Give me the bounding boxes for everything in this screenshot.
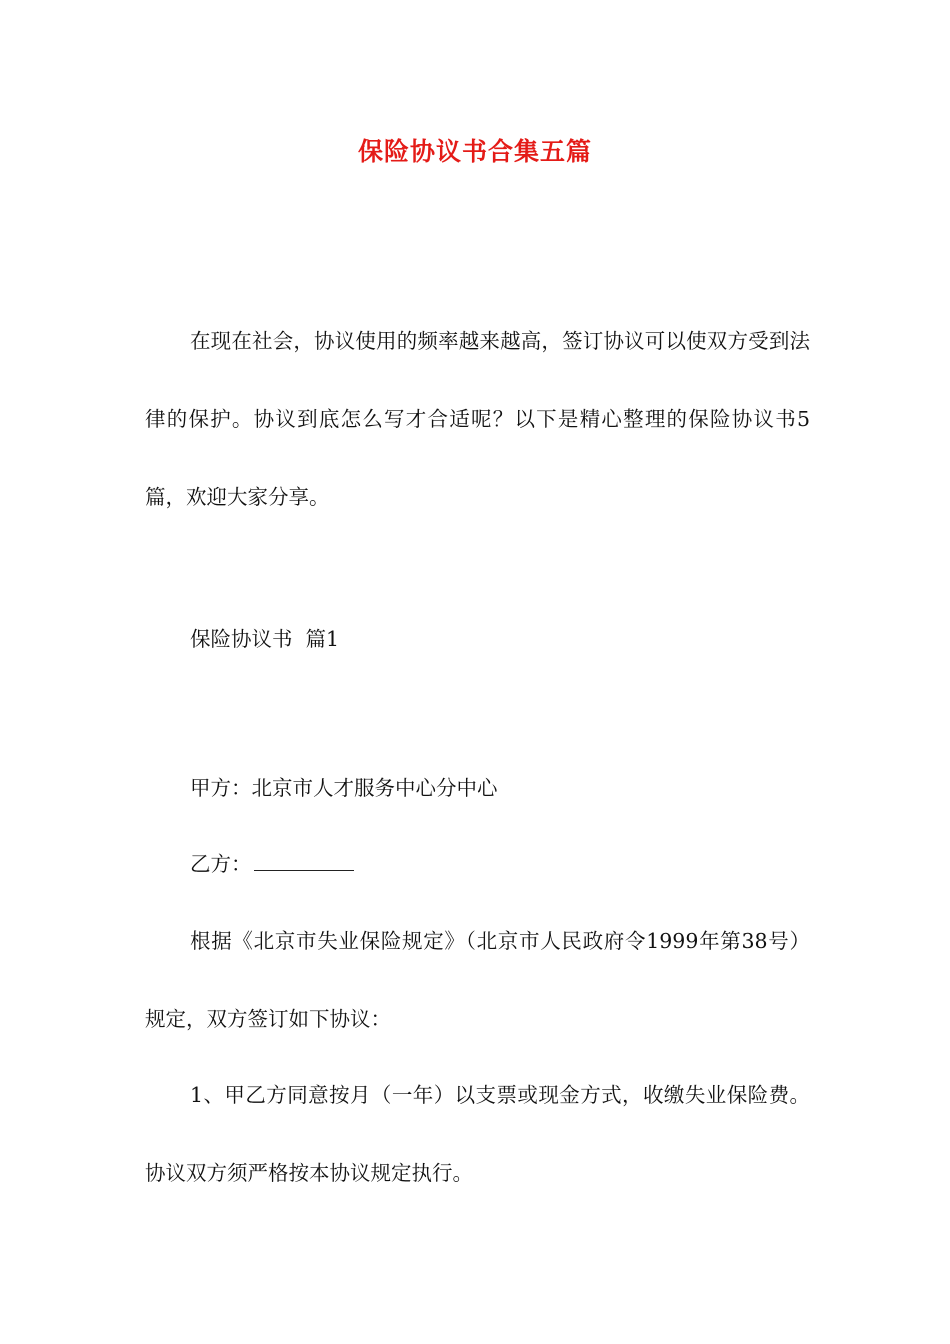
document-title: 保险协议书合集五篇 — [357, 137, 592, 166]
basis-paragraph: 根据《北京市失业保险规定》（北京市人民政府令1999年第38号）规定，双方签订如下协议： — [145, 929, 810, 1031]
party-a-line: 甲方：北京市人才服务中心分中心 — [190, 776, 498, 800]
clause-1-paragraph: 1、甲乙方同意按月（一年）以支票或现金方式，收缴失业保险费。协议双方须严格按本协议规定执行。 — [145, 1083, 810, 1185]
intro-paragraph: 在现在社会，协议使用的频率越来越高，签订协议可以使双方受到法律的保护。协议到底怎么写才合适呢？以下是精心整理的保险协议书5篇，欢迎大家分享。 — [145, 329, 810, 509]
party-b-blank — [254, 848, 354, 871]
section-heading: 保险协议书 篇1 — [190, 627, 340, 651]
party-b-line — [190, 848, 354, 879]
party-b-label: 乙方： — [190, 852, 252, 876]
